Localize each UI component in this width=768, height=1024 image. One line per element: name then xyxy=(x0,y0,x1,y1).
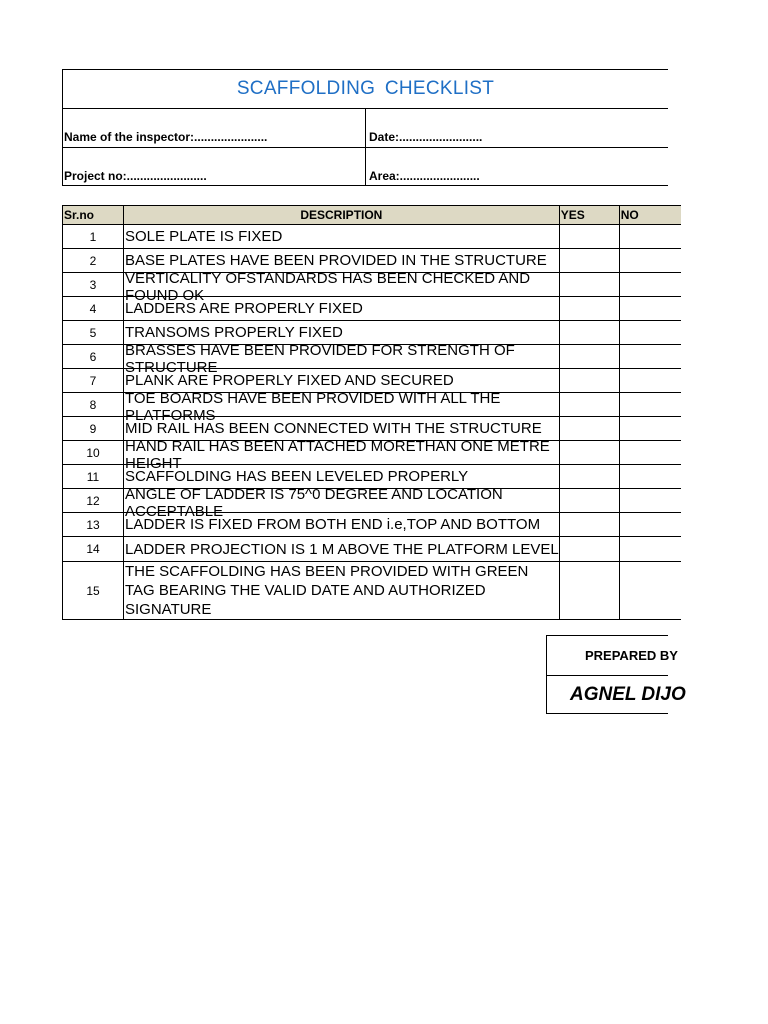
table-row xyxy=(63,345,682,369)
header-row-2 xyxy=(63,148,668,186)
no-cell[interactable] xyxy=(619,489,681,513)
yes-cell[interactable] xyxy=(559,369,619,393)
yes-cell[interactable] xyxy=(559,513,619,537)
row-description: TRANSOMS PROPERLY FIXED xyxy=(124,321,560,345)
row-description: SCAFFOLDING HAS BEEN LEVELED PROPERLY xyxy=(124,465,560,489)
yes-cell[interactable] xyxy=(559,345,619,369)
row-sr: 9 xyxy=(63,417,124,441)
yes-cell[interactable] xyxy=(559,537,619,562)
row-sr: 15 xyxy=(63,562,124,620)
table-row xyxy=(63,489,682,513)
area-field: Area:........................ xyxy=(369,169,480,183)
no-cell[interactable] xyxy=(619,225,681,249)
row-description xyxy=(124,389,560,424)
row-description-text: BRASSES HAVE BEEN PROVIDED FOR STRENGTH OF STRUCTURE xyxy=(125,341,515,376)
row-description: LADDER PROJECTION IS 1 M ABOVE THE PLATFORM LEVEL xyxy=(124,537,560,562)
yes-cell[interactable] xyxy=(559,273,619,297)
table-row xyxy=(63,417,682,441)
no-cell[interactable] xyxy=(619,537,681,562)
row-description: BASE PLATES HAVE BEEN PROVIDED IN THE STRUCTURE xyxy=(124,249,560,273)
yes-cell[interactable] xyxy=(559,321,619,345)
project-no-field: Project no:........................ xyxy=(63,148,366,186)
inspector-field: Name of the inspector:...................... xyxy=(63,109,366,147)
table-row xyxy=(63,562,682,620)
col-header-description: DESCRIPTION xyxy=(124,206,560,225)
table-row xyxy=(63,369,682,393)
no-cell[interactable] xyxy=(619,345,681,369)
yes-cell[interactable] xyxy=(559,225,619,249)
row-description: SOLE PLATE IS FIXED xyxy=(124,225,560,249)
row-description: LADDERS ARE PROPERLY FIXED xyxy=(124,297,560,321)
date-field: Date:......................... xyxy=(369,130,483,144)
row-description-text: THE SCAFFOLDING HAS BEEN PROVIDED WITH GREEN TAG BEARING THE VALID DATE AND AUTHORIZED SIGNATURE xyxy=(125,563,529,618)
no-cell[interactable] xyxy=(619,441,681,465)
preparer-name: AGNEL DIJO xyxy=(570,684,686,705)
row-description: LADDER IS FIXED FROM BOTH END i.e,TOP AND BOTTOM xyxy=(124,513,560,537)
table-row xyxy=(63,249,682,273)
header-box xyxy=(62,69,668,186)
row-sr: 6 xyxy=(63,345,124,369)
yes-cell[interactable] xyxy=(559,489,619,513)
prepared-by-label: PREPARED BY xyxy=(547,636,668,676)
row-sr: 4 xyxy=(63,297,124,321)
yes-cell[interactable] xyxy=(559,297,619,321)
row-description-text: VERTICALITY OFSTANDARDS HAS BEEN CHECKED AND FOUND OK xyxy=(125,269,531,304)
table-row xyxy=(63,393,682,417)
row-sr: 7 xyxy=(63,369,124,393)
table-row xyxy=(63,273,682,297)
row-description xyxy=(124,562,560,620)
yes-cell[interactable] xyxy=(559,562,619,620)
row-description xyxy=(124,269,560,304)
row-sr: 13 xyxy=(63,513,124,537)
table-row xyxy=(63,297,682,321)
no-cell[interactable] xyxy=(619,369,681,393)
table-row xyxy=(63,513,682,537)
row-sr: 12 xyxy=(63,489,124,513)
yes-cell[interactable] xyxy=(559,417,619,441)
table-header-row xyxy=(63,206,682,225)
col-header-yes: YES xyxy=(559,206,619,225)
checklist-table xyxy=(62,205,681,620)
no-cell[interactable] xyxy=(619,321,681,345)
no-cell[interactable] xyxy=(619,562,681,620)
no-cell[interactable] xyxy=(619,297,681,321)
no-cell[interactable] xyxy=(619,249,681,273)
row-description: MID RAIL HAS BEEN CONNECTED WITH THE STRUCTURE xyxy=(124,417,560,441)
row-sr: 14 xyxy=(63,537,124,562)
row-description-text: TOE BOARDS HAVE BEEN PROVIDED WITH ALL THE PLATFORMS xyxy=(125,389,501,424)
no-cell[interactable] xyxy=(619,417,681,441)
row-description xyxy=(124,437,560,472)
row-sr: 2 xyxy=(63,249,124,273)
page-title: SCAFFOLDING CHECKLIST xyxy=(63,70,668,109)
row-sr: 3 xyxy=(63,273,124,297)
row-sr: 11 xyxy=(63,465,124,489)
row-description xyxy=(124,485,560,520)
row-sr: 5 xyxy=(63,321,124,345)
prepared-by-box xyxy=(546,635,686,714)
yes-cell[interactable] xyxy=(559,249,619,273)
table-row xyxy=(63,465,682,489)
yes-cell[interactable] xyxy=(559,393,619,417)
no-cell[interactable] xyxy=(619,465,681,489)
table-row xyxy=(63,537,682,562)
header-row-1 xyxy=(63,109,668,148)
yes-cell[interactable] xyxy=(559,465,619,489)
row-description-text: HAND RAIL HAS BEEN ATTACHED MORETHAN ONE METRE HEIGHT xyxy=(125,437,550,472)
table-row xyxy=(63,225,682,249)
no-cell[interactable] xyxy=(619,273,681,297)
yes-cell[interactable] xyxy=(559,441,619,465)
row-description xyxy=(124,341,560,376)
no-cell[interactable] xyxy=(619,513,681,537)
col-header-no: NO xyxy=(619,206,681,225)
col-header-sr: Sr.no xyxy=(63,206,124,225)
row-description-text: ANGLE OF LADDER IS 75^0 DEGREE AND LOCATION ACCEPTABLE xyxy=(125,485,503,520)
row-sr: 8 xyxy=(63,393,124,417)
table-row xyxy=(63,441,682,465)
row-sr: 1 xyxy=(63,225,124,249)
no-cell[interactable] xyxy=(619,393,681,417)
row-description: PLANK ARE PROPERLY FIXED AND SECURED xyxy=(124,369,560,393)
row-sr: 10 xyxy=(63,441,124,465)
